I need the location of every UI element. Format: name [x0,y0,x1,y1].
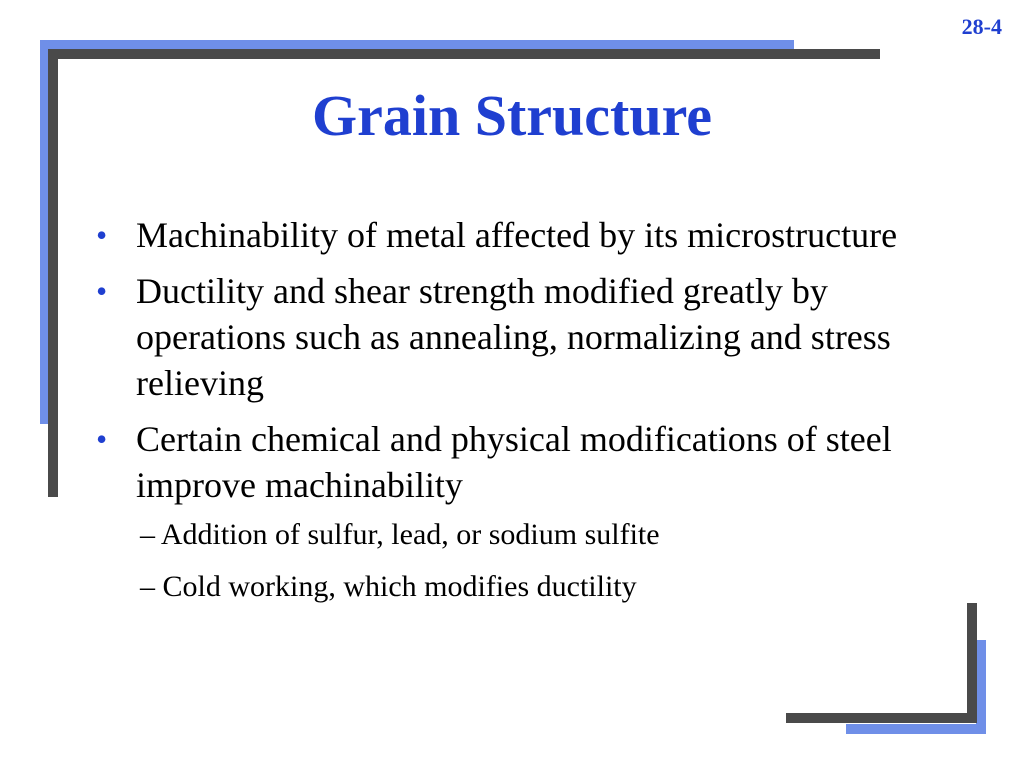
frame-bar-gray-top [48,49,880,59]
bullet-marker: • [96,217,108,253]
bullet-list [96,212,976,618]
bullet-text: Machinability of metal affected by its microstructure [136,215,898,255]
sub-bullet-list [136,514,976,608]
sub-bullet-item: – Cold working, which modifies ductility [140,570,637,603]
slide-title: Grain Structure [311,83,713,148]
frame-bar-gray-bottom [786,713,977,723]
slide-number: 28-4 [961,14,1002,39]
frame-bar-blue-right [976,640,986,734]
frame-bar-gray-right [967,603,977,722]
bullet-item [96,268,976,406]
bullet-text: Certain chemical and physical modifications of steel improve machinability [136,419,892,505]
bullet-item [96,416,976,608]
bullet-item [96,212,976,258]
bullet-marker: • [96,273,108,309]
frame-bar-blue-bottom [846,724,986,734]
bullet-text: Ductility and shear strength modified greatly by operations such as annealing, normalizing and stress relieving [136,271,891,403]
bullet-marker: • [96,421,108,457]
sub-bullet-item: – Addition of sulfur, lead, or sodium sulfite [140,518,660,551]
